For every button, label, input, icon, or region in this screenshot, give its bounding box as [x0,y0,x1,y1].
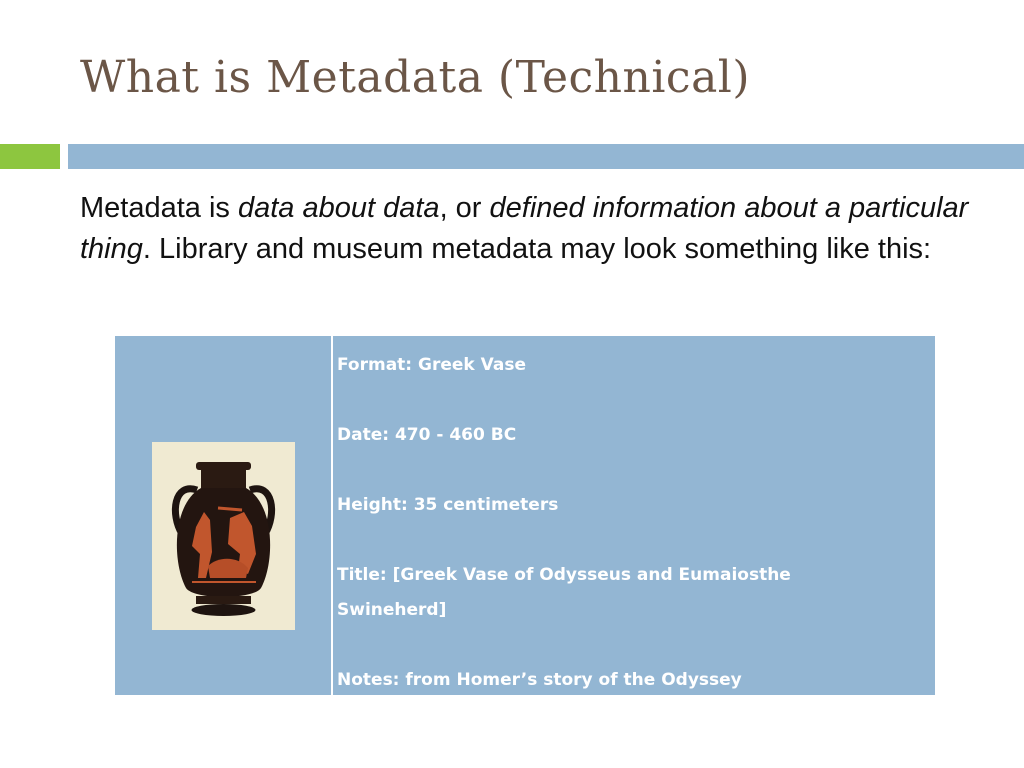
accent-bar-green [0,144,60,169]
info-cell [333,336,935,695]
notes-field: Notes: from Homer’s story of the Odyssey [337,670,742,690]
body-emphasis-2: defined information about a particular thing [80,192,969,265]
height-field: Height: 35 centimeters [337,495,559,515]
date-field: Date: 470 - 460 BC [337,425,517,445]
accent-bar-blue [68,144,1024,169]
image-cell [115,336,333,695]
format-field: Format: Greek Vase [337,355,526,375]
metadata-table [115,336,935,695]
body-text-part1: Metadata is [80,192,238,224]
greek-vase-image [152,442,295,630]
title-field-line2: Swineherd] [337,600,447,620]
body-paragraph [80,188,980,270]
title-field-line1: Title: [Greek Vase of Odysseus and Eumaiosthe [337,565,791,585]
body-text-part2: , or [439,192,490,224]
slide-title: What is Metadata (Technical) [80,52,751,103]
body-emphasis-1: data about data [237,192,440,224]
body-text-part3: . Library and museum metadata may look something like this: [142,233,932,265]
